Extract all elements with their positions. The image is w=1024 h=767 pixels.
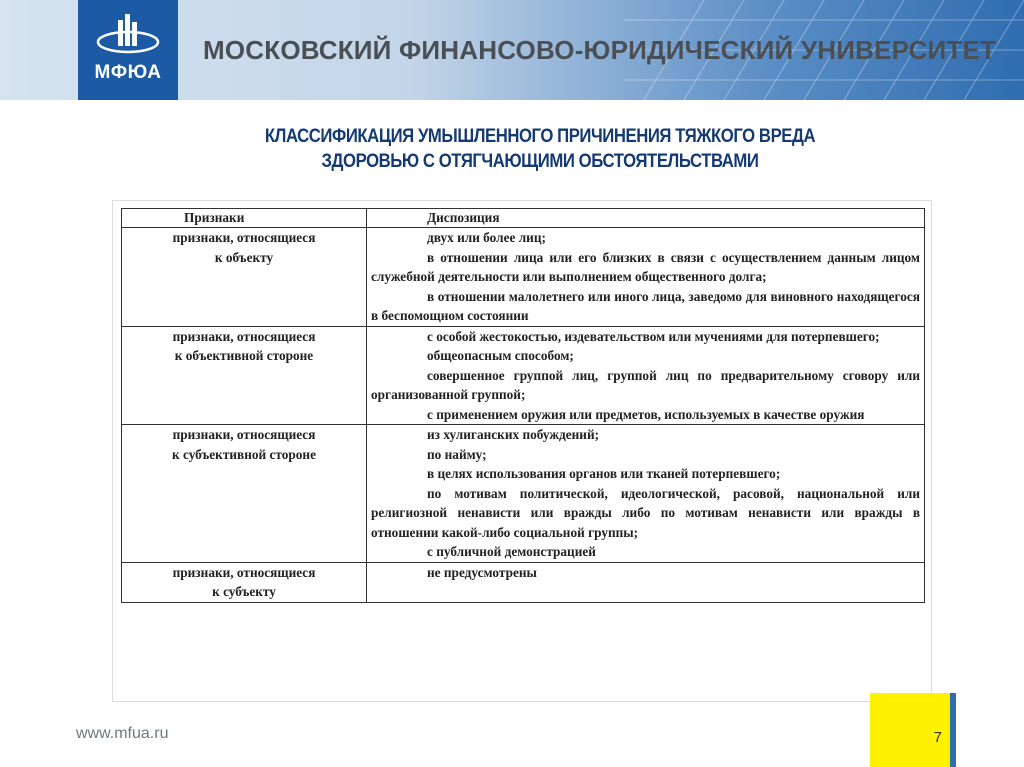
disposition-item: двух или более лиц; (427, 230, 546, 245)
sign-line: к объекту (214, 249, 274, 265)
slide-title (223, 124, 857, 174)
footer-url-link[interactable]: www.mfua.ru (76, 725, 169, 742)
table-header-row (122, 209, 925, 228)
sign-line: к субъективной стороне (172, 446, 316, 462)
slide-title-line-1: КЛАССИФИКАЦИЯ УМЫШЛЕННОГО ПРИЧИНЕНИЯ ТЯЖКОГО ВРЕДА (264, 126, 816, 147)
disposition-item: общеопасным способом; (427, 348, 574, 363)
sign-cell (122, 425, 367, 563)
disposition-item: не предусмотрены (427, 564, 537, 580)
disposition-item: в отношении лица или его близких в связи с осуществлением данным лицом служебной деятельности или выполнением общественного долга; (371, 249, 920, 284)
disposition-item: по мотивам политической, идеологической, расовой, национальной или религиозной ненависти или вражды либо по мотивам ненависти или вражды в отношении какой-либо социальной группы; (371, 485, 920, 540)
disposition-item: по найму; (427, 446, 487, 462)
sign-line: признаки, относящиеся (172, 230, 316, 245)
sign-line: признаки, относящиеся (172, 328, 316, 344)
disposition-cell (367, 228, 925, 327)
slide-title-line-2: ЗДОРОВЬЮ С ОТЯГЧАЮЩИМИ ОБСТОЯТЕЛЬСТВАМИ (321, 151, 759, 172)
decorative-bar (950, 693, 956, 767)
disposition-item: с применением оружия или предметов, используемых в качестве оружия (427, 406, 865, 422)
disposition-cell (367, 326, 925, 425)
page-number-box (870, 693, 950, 767)
table-row (122, 425, 925, 563)
disposition-item: в отношении малолетнего или иного лица, заведомо для виновного находящегося в беспомощном состоянии (371, 288, 920, 323)
sign-line: к субъекту (212, 584, 276, 599)
disposition-item: с особой жестокостью, издевательством или мучениями для потерпевшего; (427, 328, 880, 344)
disposition-cell (367, 425, 925, 563)
column-header-disposition: Диспозиция (367, 209, 925, 228)
university-logo[interactable] (78, 0, 178, 100)
table-row (122, 228, 925, 327)
header-banner (0, 0, 1024, 100)
disposition-item: совершенное группой лиц, группой лиц по предварительному сговору или организованной группой; (371, 367, 920, 402)
university-name: МОСКОВСКИЙ ФИНАНСОВО-ЮРИДИЧЕСКИЙ УНИВЕРСИТЕТ (203, 35, 997, 65)
sign-cell (122, 228, 367, 327)
disposition-item: в целях использования органов или тканей потерпевшего; (427, 466, 781, 481)
column-header-signs: Признаки (122, 209, 367, 228)
page-number: 7 (933, 729, 942, 746)
classification-table (121, 208, 925, 603)
logo-text: МФЮА (94, 62, 162, 83)
sign-line: к объективной стороне (174, 348, 314, 363)
sign-line: признаки, относящиеся (172, 564, 316, 580)
disposition-item: из хулиганских побуждений; (427, 427, 600, 442)
disposition-item: с публичной демонстрацией (427, 544, 596, 559)
table-row (122, 562, 925, 602)
disposition-cell (367, 562, 925, 602)
sign-cell (122, 562, 367, 602)
sign-cell (122, 326, 367, 425)
logo-emblem-icon (94, 12, 162, 60)
sign-line: признаки, относящиеся (172, 427, 316, 442)
document-scan (112, 200, 932, 702)
table-row (122, 326, 925, 425)
